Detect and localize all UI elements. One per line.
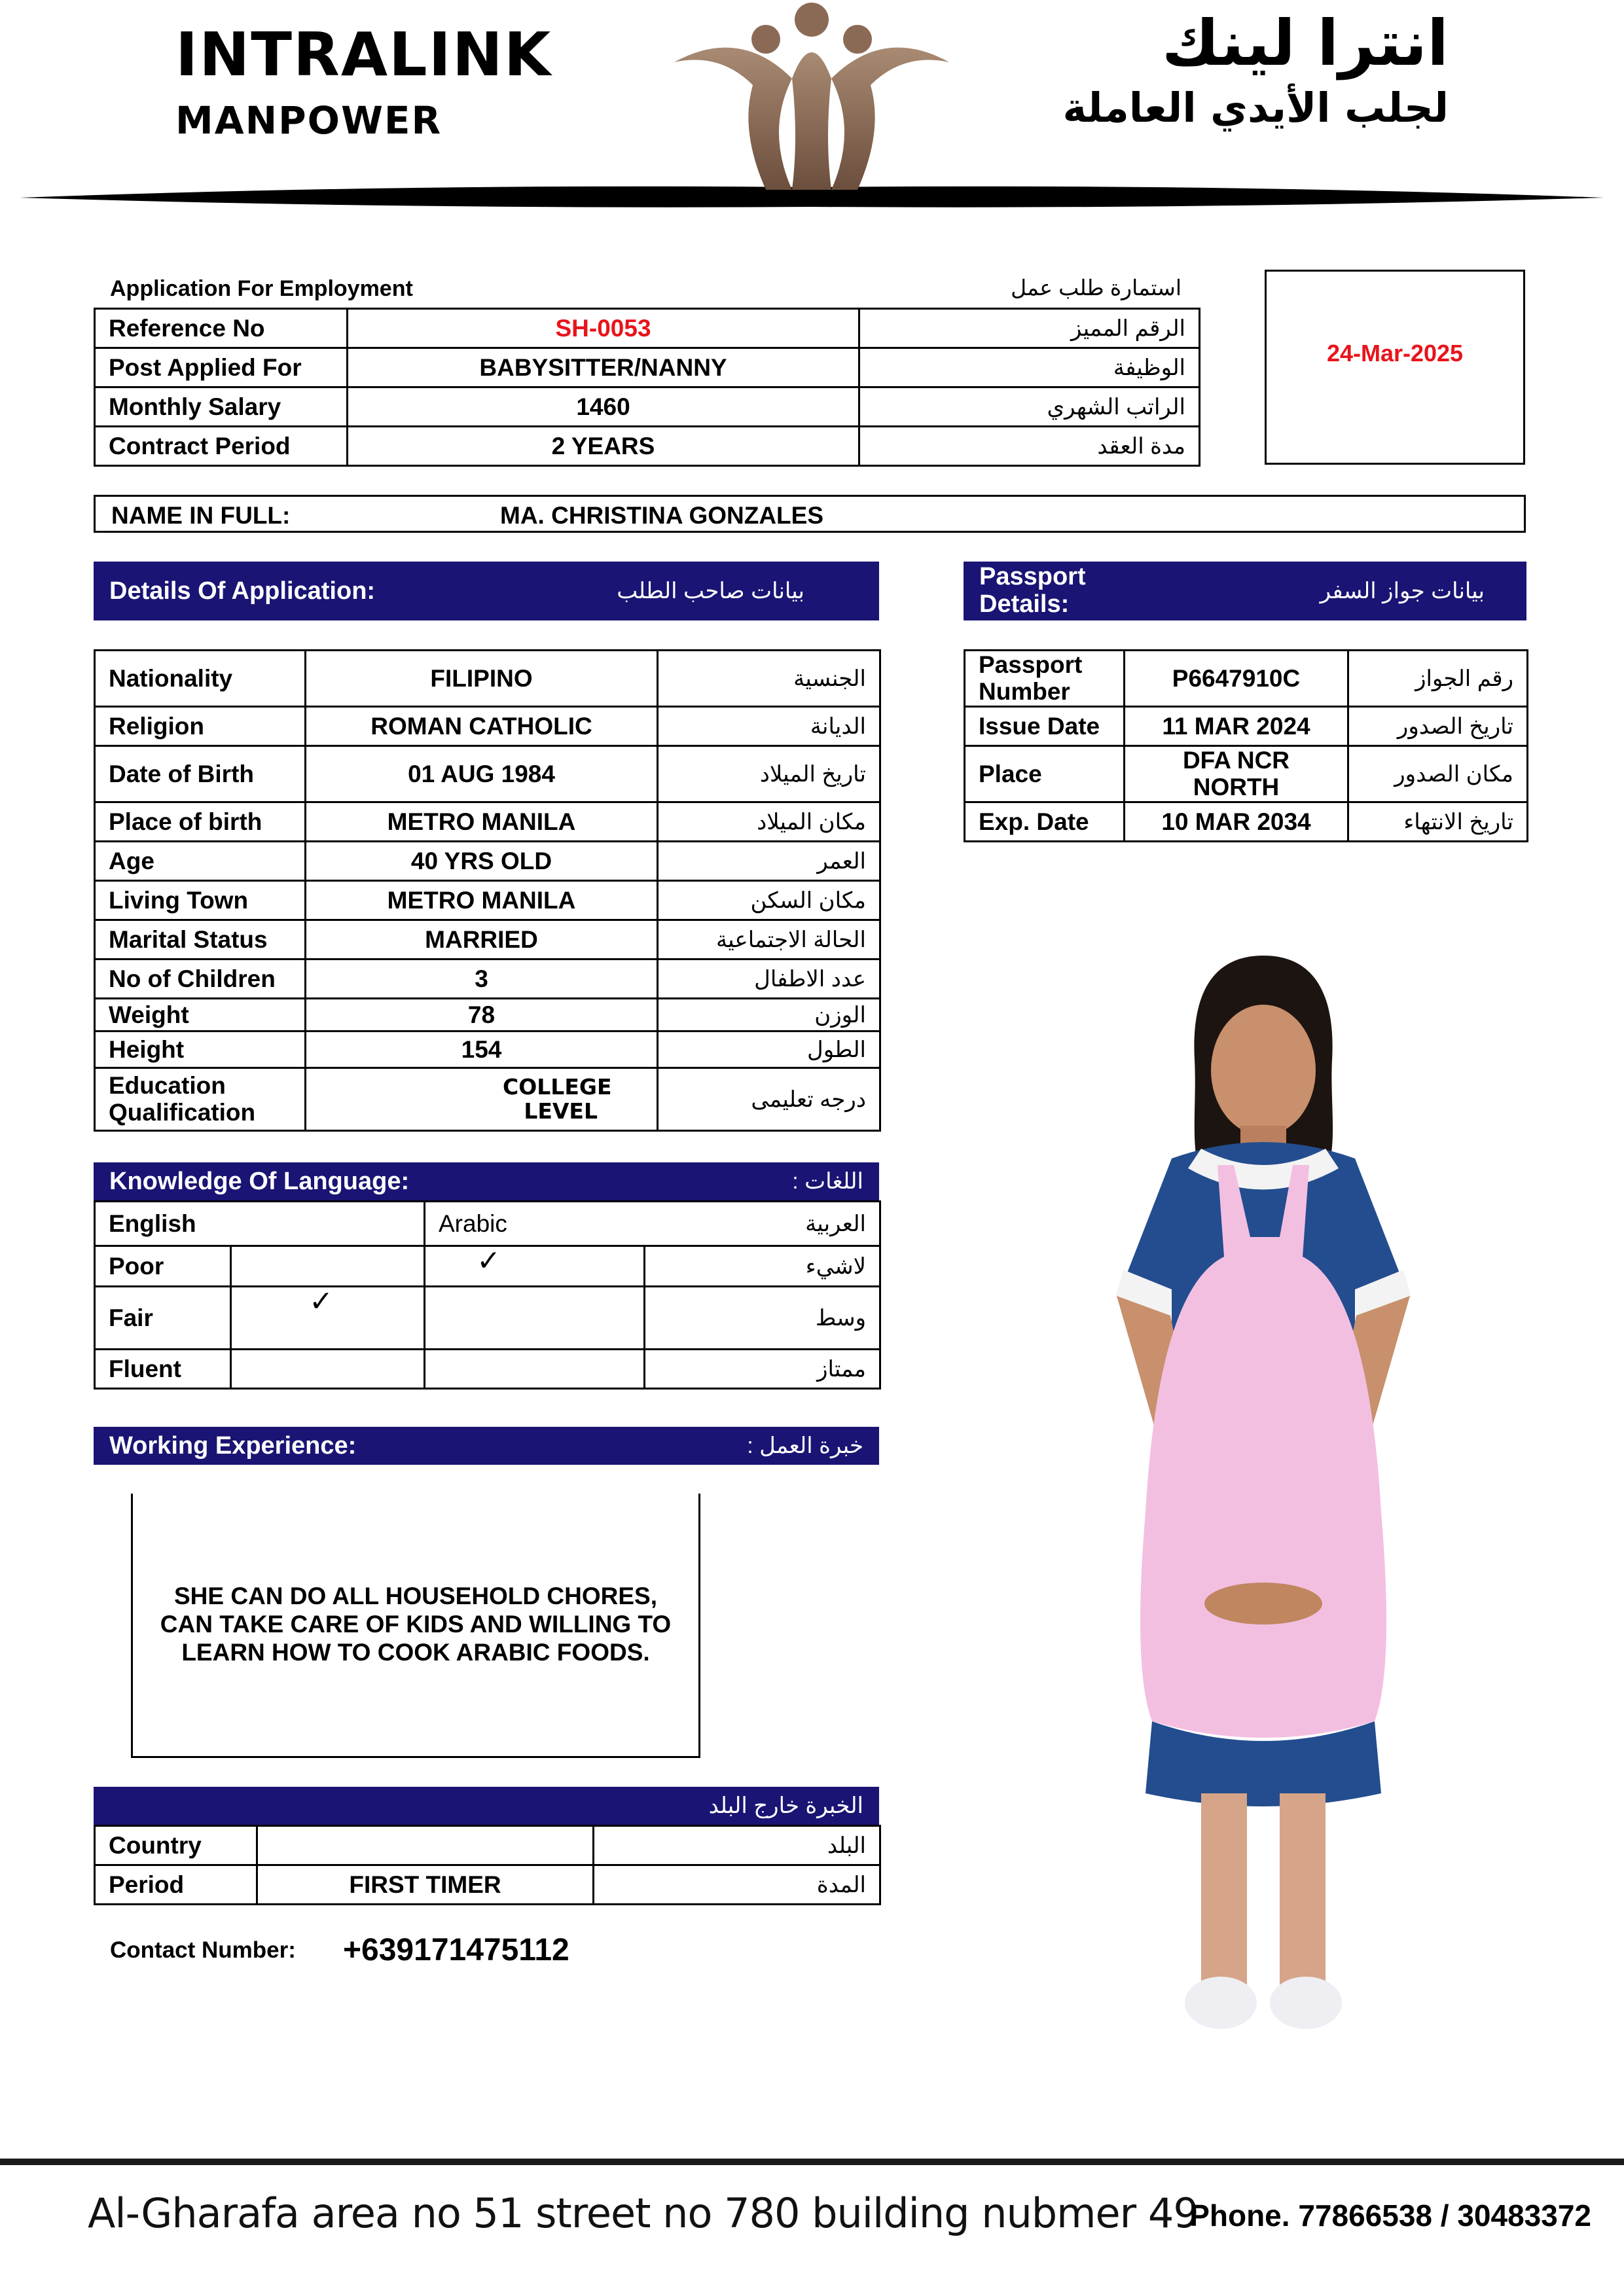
- table-row: [95, 427, 1200, 466]
- language-arabic-header: Arabic: [425, 1202, 645, 1246]
- table-row: [95, 999, 880, 1031]
- row-label: Height: [95, 1031, 306, 1068]
- passport-table: [964, 649, 1528, 842]
- brand-name-ar: انترا لينك: [1162, 7, 1449, 80]
- language-title: Knowledge Of Language:: [109, 1167, 410, 1195]
- row-label: Passport Number: [965, 651, 1125, 707]
- reference-number: SH-0053: [348, 309, 859, 348]
- details-header: [94, 562, 879, 620]
- row-label: Monthly Salary: [95, 387, 348, 427]
- table-row: [95, 802, 880, 842]
- english-level-cell: [231, 1287, 425, 1350]
- footer-phone: Phone. 77866538 / 30483372: [1189, 2198, 1591, 2233]
- language-arabic-header-ar: العربية: [645, 1202, 880, 1246]
- row-label-ar: مكان الميلاد: [658, 802, 880, 842]
- row-label: Age: [95, 842, 306, 881]
- row-value: 01 AUG 1984: [306, 746, 658, 802]
- passport-number: P6647910C: [1125, 651, 1348, 707]
- abroad-table: [94, 1825, 881, 1905]
- arabic-level-cell: [425, 1287, 645, 1350]
- passport-title: Passport Details:: [979, 563, 1086, 618]
- row-label: Education Qualification: [95, 1068, 306, 1131]
- row-label-ar: الوزن: [658, 999, 880, 1031]
- experience-title: Working Experience:: [109, 1431, 357, 1460]
- brand-subtitle-en: MANPOWER: [175, 98, 442, 143]
- row-label-ar: العمر: [658, 842, 880, 881]
- row-label-ar: مدة العقد: [859, 427, 1200, 466]
- table-row: [95, 309, 1200, 348]
- contact-label: Contact Number:: [110, 1937, 296, 1963]
- row-label-ar: تاريخ الانتهاء: [1348, 802, 1528, 842]
- row-value: MARRIED: [306, 920, 658, 960]
- row-label-ar: درجه تعليمى: [658, 1068, 880, 1131]
- brand-name-en: INTRALINK: [175, 20, 552, 90]
- date-box: [1265, 270, 1525, 465]
- row-label-ar: مكان الصدور: [1348, 746, 1528, 802]
- english-level-cell: [231, 1246, 425, 1287]
- row-label: Post Applied For: [95, 348, 348, 387]
- table-row: [95, 960, 880, 999]
- table-row: [95, 1246, 880, 1287]
- row-label-ar: البلد: [594, 1826, 880, 1865]
- row-label-ar: تاريخ الصدور: [1348, 707, 1528, 746]
- row-value: FILIPINO: [306, 651, 658, 707]
- details-table: [94, 649, 881, 1132]
- table-row: [95, 881, 880, 920]
- row-value: COLLEGE LEVEL: [306, 1068, 658, 1131]
- row-value: [257, 1826, 594, 1865]
- row-label-ar: الديانة: [658, 707, 880, 746]
- row-value: 3: [306, 960, 658, 999]
- row-label-ar: عدد الاطفال: [658, 960, 880, 999]
- row-label: Religion: [95, 707, 306, 746]
- checkmark-icon: ✓: [309, 1286, 333, 1318]
- row-label: Poor: [95, 1246, 231, 1287]
- experience-box: [131, 1494, 700, 1758]
- table-row: [95, 1287, 880, 1350]
- row-value: 154: [306, 1031, 658, 1068]
- passport-header: [964, 562, 1526, 620]
- row-value: 78: [306, 999, 658, 1031]
- name-box: [94, 495, 1526, 533]
- row-label: No of Children: [95, 960, 306, 999]
- language-title-ar: اللغات :: [792, 1169, 863, 1194]
- language-table: [94, 1200, 881, 1390]
- name-label: NAME IN FULL:: [111, 502, 291, 529]
- row-label-ar: الطول: [658, 1031, 880, 1068]
- row-label-ar: الجنسية: [658, 651, 880, 707]
- full-name: MA. CHRISTINA GONZALES: [500, 502, 824, 529]
- row-label: Exp. Date: [965, 802, 1125, 842]
- table-row: [95, 1865, 880, 1905]
- table-row: [965, 651, 1528, 707]
- details-title: Details Of Application:: [109, 577, 376, 605]
- row-label: Issue Date: [965, 707, 1125, 746]
- application-title-ar: استمارة طلب عمل: [1011, 276, 1182, 300]
- row-value: 11 MAR 2024: [1125, 707, 1348, 746]
- row-label: Nationality: [95, 651, 306, 707]
- row-label: Country: [95, 1826, 257, 1865]
- experience-title-ar: خبرة العمل :: [747, 1433, 863, 1458]
- table-row: [95, 746, 880, 802]
- row-value: 1460: [348, 387, 859, 427]
- table-row: [965, 746, 1528, 802]
- table-row: [95, 1202, 880, 1246]
- row-label: Fluent: [95, 1350, 231, 1389]
- row-label-ar: ممتاز: [645, 1350, 880, 1389]
- application-title: Application For Employment: [110, 276, 413, 301]
- row-value: METRO MANILA: [306, 802, 658, 842]
- abroad-title-ar: الخبرة خارج البلد: [708, 1793, 863, 1818]
- row-label-ar: الراتب الشهري: [859, 387, 1200, 427]
- table-row: [965, 707, 1528, 746]
- row-label-ar: لاشيء: [645, 1246, 880, 1287]
- table-row: [95, 1350, 880, 1389]
- row-value: ROMAN CATHOLIC: [306, 707, 658, 746]
- logo-emblem-icon: [668, 0, 956, 196]
- footer-rule: [0, 2159, 1624, 2165]
- row-value: BABYSITTER/NANNY: [348, 348, 859, 387]
- language-english-header: English: [95, 1202, 425, 1246]
- abroad-header: [94, 1787, 879, 1825]
- row-value: METRO MANILA: [306, 881, 658, 920]
- arabic-level-cell: [425, 1246, 645, 1287]
- table-row: [95, 842, 880, 881]
- experience-header: [94, 1427, 879, 1465]
- checkmark-icon: ✓: [477, 1246, 501, 1277]
- table-row: [95, 387, 1200, 427]
- applicant-photo: [1093, 949, 1434, 2036]
- row-label: Contract Period: [95, 427, 348, 466]
- arabic-level-cell: [425, 1350, 645, 1389]
- language-header: [94, 1162, 879, 1200]
- table-row: [95, 1031, 880, 1068]
- row-label-ar: الوظيفة: [859, 348, 1200, 387]
- row-label-ar: المدة: [594, 1865, 880, 1905]
- application-table: [94, 308, 1200, 467]
- row-label-ar: رقم الجواز: [1348, 651, 1528, 707]
- row-label: Place: [965, 746, 1125, 802]
- row-label: Period: [95, 1865, 257, 1905]
- table-row: [95, 707, 880, 746]
- row-label: Marital Status: [95, 920, 306, 960]
- row-label: Reference No: [95, 309, 348, 348]
- table-row: [95, 1068, 880, 1131]
- experience-text: SHE CAN DO ALL HOUSEHOLD CHORES, CAN TAKE CARE OF KIDS AND WILLING TO LEARN HOW TO COOK ARABIC FOODS.: [160, 1583, 672, 1666]
- row-label: Living Town: [95, 881, 306, 920]
- row-label: Place of birth: [95, 802, 306, 842]
- row-label-ar: الحالة الاجتماعية: [658, 920, 880, 960]
- row-label: Fair: [95, 1287, 231, 1350]
- row-value: 40 YRS OLD: [306, 842, 658, 881]
- row-value: 2 YEARS: [348, 427, 859, 466]
- brand-subtitle-ar: لجلب الأيدي العاملة: [1062, 84, 1449, 132]
- table-row: [95, 348, 1200, 387]
- table-row: [95, 651, 880, 707]
- row-label-ar: الرقم المميز: [859, 309, 1200, 348]
- row-value: DFA NCR NORTH: [1125, 746, 1348, 802]
- details-title-ar: بيانات صاحب الطلب: [617, 579, 804, 603]
- passport-title-ar: بيانات جواز السفر: [1320, 579, 1485, 603]
- table-row: [95, 920, 880, 960]
- contact-number: +639171475112: [343, 1933, 569, 1967]
- table-row: [965, 802, 1528, 842]
- row-value: 10 MAR 2034: [1125, 802, 1348, 842]
- row-value: FIRST TIMER: [257, 1865, 594, 1905]
- footer-address: Al-Gharafa area no 51 street no 780 building nubmer 49: [88, 2189, 1199, 2237]
- row-label-ar: وسط: [645, 1287, 880, 1350]
- row-label-ar: تاريخ الميلاد: [658, 746, 880, 802]
- english-level-cell: [231, 1350, 425, 1389]
- row-label-ar: مكان السكن: [658, 881, 880, 920]
- row-label: Date of Birth: [95, 746, 306, 802]
- table-row: [95, 1826, 880, 1865]
- row-label: Weight: [95, 999, 306, 1031]
- application-date: 24-Mar-2025: [1326, 340, 1464, 367]
